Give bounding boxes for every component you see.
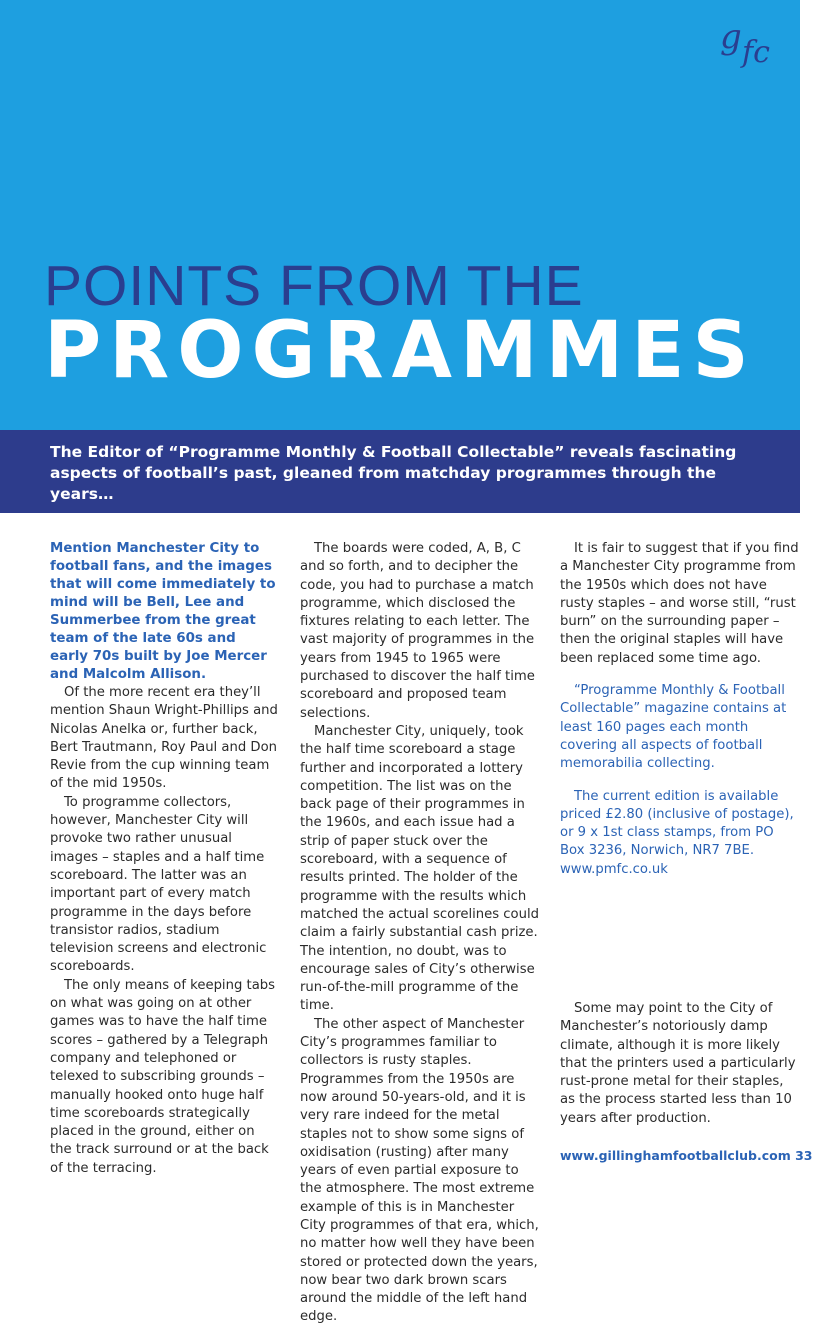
article-column-1 [50,540,278,1178]
svg-text:g: g [720,17,742,57]
article-paragraph: Manchester City, uniquely, took the half time scoreboard a stage further and incorporated a lottery competition. The list was on the back page of their programmes in the 1960s, and each issue had a strip of paper stuck over the scoreboard, with a sequence of results printed. The holder of the programme with the results which matched the actual scorelines could claim a fairly substantial cash prize. The intention, no doubt, was to encourage sales of City’s otherwise run-of-the-mill programme of the time. [300,723,540,1014]
gfc-monogram-icon [714,12,794,72]
article-paragraph: The only means of keeping tabs on what was going on at other games was to have the half time scores – gathered by a Telegraph company and telephoned or telexed to subscribing grounds – manually hooked onto huge half time scoreboards strategically placed in the ground, either on the track surround or at the back of the terracing. [50,977,276,1176]
promo-text: The current edition is available priced £2.80 (inclusive of postage), or 9 x 1st class stamps, from PO Box 3236, Norwich, NR7 7BE. www.pmfc.co.uk [560,788,794,877]
promo-text: “Programme Monthly & Football Collectable” magazine contains at least 160 pages each month covering all aspects of football memorabilia collecting. [560,683,787,772]
article-paragraph: Of the more recent era they’ll mention Shaun Wright-Phillips and Nicolas Anelka or, further back, Bert Trautmann, Roy Paul and Don Revie from the cup winning team of the mid 1950s. [50,685,278,792]
article-paragraph: The other aspect of Manchester City’s programmes familiar to collectors is rusty staples. Programmes from the 1950s are now around 50-years-old, and it is very rare indeed for the metal staples not to show some signs of oxidisation (rusting) after many years of even partial exposure to the atmosphere. The most extreme example of this is in Manchester City programmes of that era, which, no matter how well they have been stored or protected down the years, now bear two dark brown scars around the middle of the left hand edge. [300,1016,539,1325]
article-paragraph: The boards were coded, A, B, C and so forth, and to decipher the code, you had to purchase a match programme, which disclosed the fixtures relating to each letter. The vast majority of programmes in the years from 1945 to 1965 were purchased to discover the half time scoreboard and proposed team selections. [300,541,535,721]
article-paragraph: To programme collectors, however, Manchester City will provoke two rather unusual images – staples and a half time scoreboard. The latter was an important part of every match programme in the days before transistor radios, stadium television screens and electronic scoreboards. [50,794,267,975]
svg-text:fc: fc [742,35,770,70]
article-paragraph: Some may point to the City of Manchester’s notoriously damp climate, although it is more likely that the printers used a particularly rust-prone metal for their staples, as the process started less than 10 years after production. [560,1001,796,1126]
article-paragraph: It is fair to suggest that if you find a Manchester City programme from the 1950s which does not have rusty staples – and worse still, “rust burn” on the surrounding paper – then the original staples will have been replaced some time ago. [560,541,799,666]
article-column-2 [300,540,540,1327]
headline-kicker: POINTS FROM THE [44,254,584,318]
article-lede: Mention Manchester City to football fans, and the images that will come immediately to mind will be Bell, Lee and Summerbee from the great team of the late 60s and early 70s built by Joe Mercer and Malcolm Allison. [50,541,276,682]
page-number: 33 [795,1148,813,1163]
headline: PROGRAMMES [44,306,757,396]
article-column-3 [560,1000,800,1128]
footer [560,1148,813,1163]
article-column-3b [560,540,800,879]
standfirst: The Editor of “Programme Monthly & Football Collectable” reveals fascinating aspects of football’s past, gleaned from matchday programmes through the years… [50,443,737,503]
hero-banner [0,0,800,430]
footer-url: www.gillinghamfootballclub.com [560,1148,791,1163]
